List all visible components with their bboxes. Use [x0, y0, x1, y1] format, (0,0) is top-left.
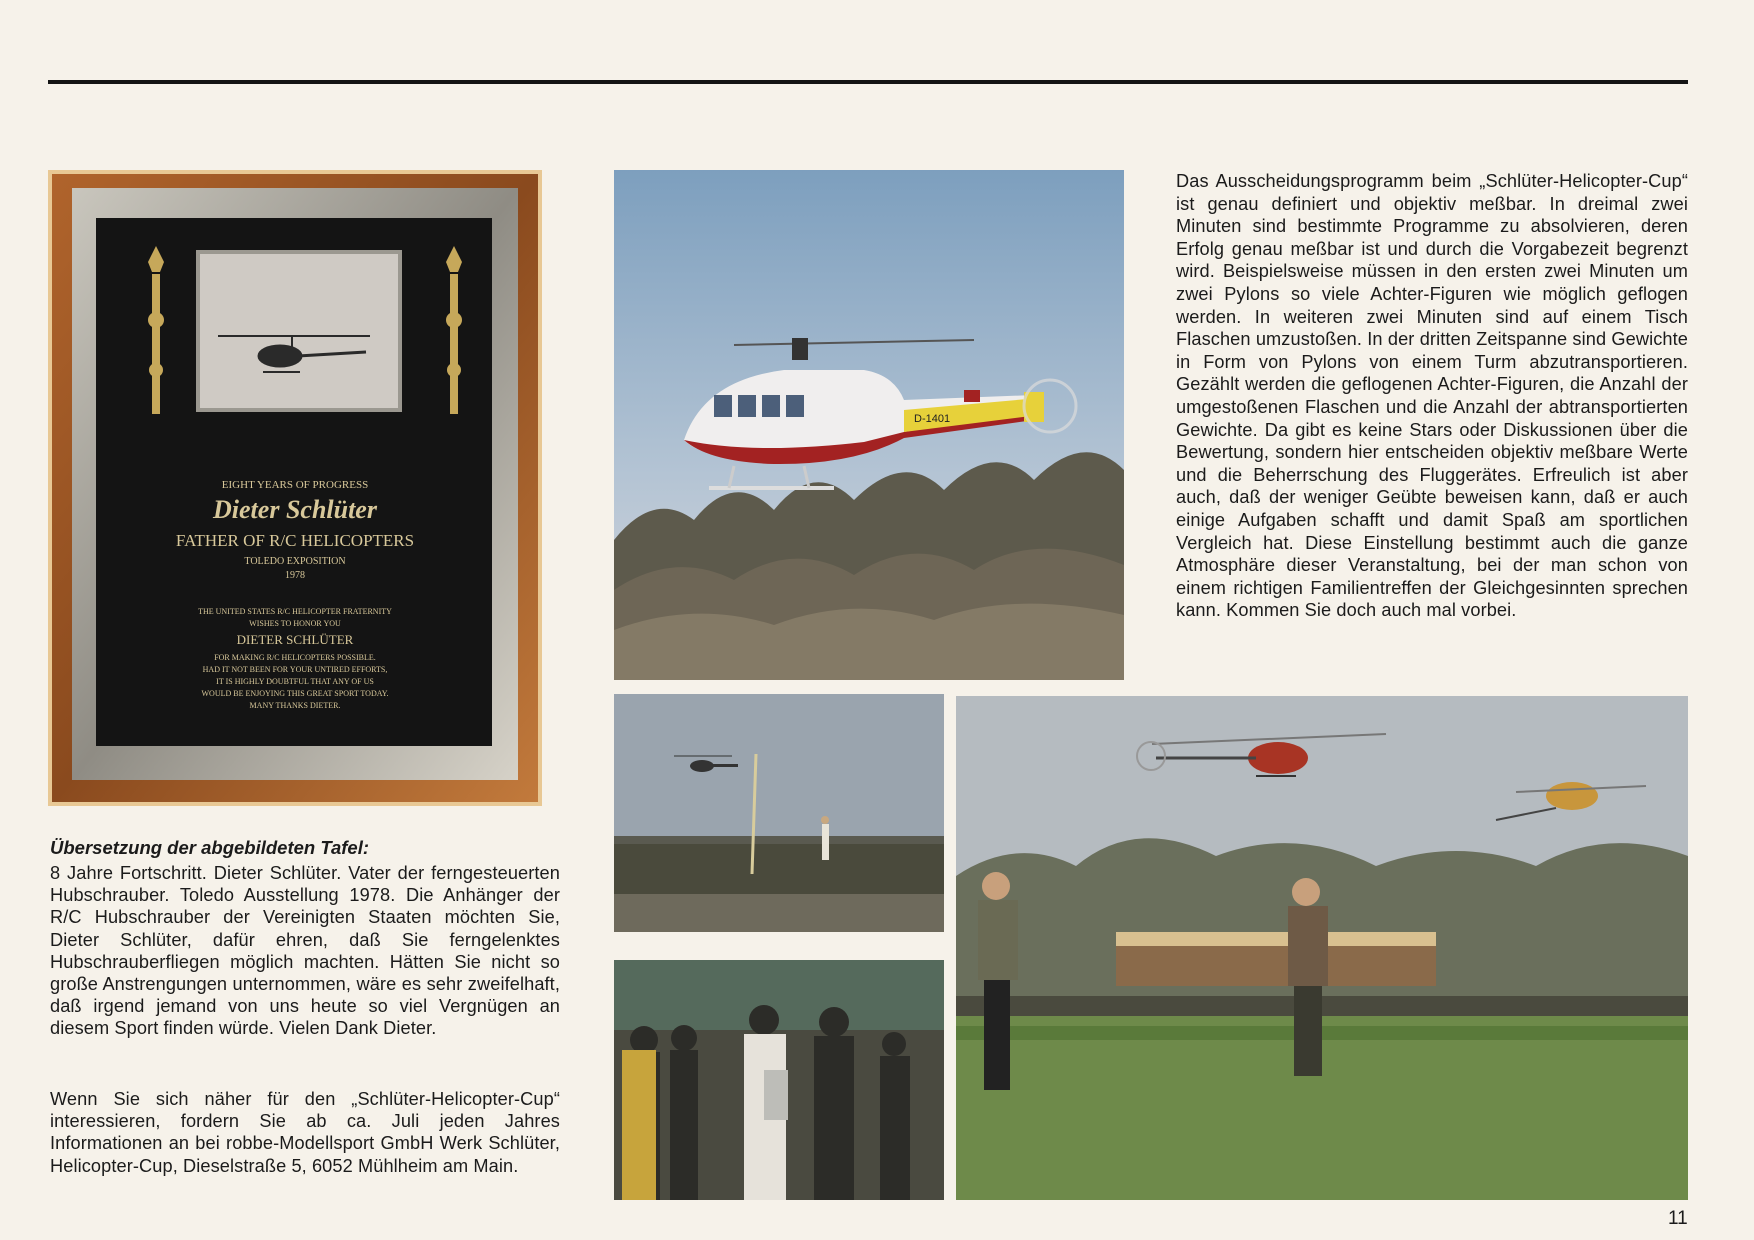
plaque-body-5: HAD IT NOT BEEN FOR YOUR UNTIRED EFFORTS,: [202, 665, 388, 674]
plaque-body-1: THE UNITED STATES R/C HELICOPTER FRATERNITY: [198, 607, 392, 616]
tafel-heading: Übersetzung der abgebildeten Tafel:: [50, 837, 369, 858]
top-rule: [48, 80, 1688, 84]
page-number: 11: [1668, 1208, 1688, 1229]
plaque-body-2: WISHES TO HONOR YOU: [249, 619, 341, 628]
plaque-body-6: IT IS HIGHLY DOUBTFUL THAT ANY OF US: [216, 677, 374, 686]
plaque-line-5: 1978: [285, 570, 305, 581]
plaque-body-8: MANY THANKS DIETER.: [249, 701, 341, 710]
plaque-body-7: WOULD BE ENJOYING THIS GREAT SPORT TODAY.: [201, 689, 389, 698]
plaque-line-3: FATHER OF R/C HELICOPTERS: [175, 531, 415, 550]
info-text: [50, 1088, 560, 1177]
plaque-line-4: TOLEDO EXPOSITION: [244, 556, 346, 567]
tafel-translation-paragraph: 8 Jahre Fortschritt. Dieter Schlüter. Vater der ferngesteuerten Hubschrauber. Toledo Ausstellung 1978. Die Anhänger der R/C Hubschrauber der Vereinigten Staaten möchten Sie, Dieter Schlüter, dafür ehren, daß Sie ferngelenktes Hubschrauberfliegen möglich machten. Hätten Sie nicht so große Anstrengungen unternommen, wäre es sehr zweifelhaft, daß irgend jemand von uns heute so viel Vergnügen an diesem Sport finden würde. Vielen Dank Dieter.: [50, 863, 560, 1039]
info-paragraph: Wenn Sie sich näher für den „Schlüter-Helicopter-Cup“ interessieren, fordern Sie ab ca. Juli jeden Jahres Informationen an bei robbe-Modellsport GmbH Werk Schlüter, Helicopter-Cup, Dieselstraße 5, 6052 Mühlheim am Main.: [50, 1089, 560, 1176]
tafel-translation-text: [50, 862, 560, 1040]
cup-description-text: [1176, 170, 1688, 622]
pylon-field-photo: [614, 694, 944, 932]
field-demonstration-photo: [956, 696, 1688, 1200]
helicopter-flight-photo: [614, 170, 1124, 680]
plaque-body-4: FOR MAKING R/C HELICOPTERS POSSIBLE.: [214, 653, 376, 662]
helicopter-registration: D-1401: [914, 413, 951, 425]
cup-description-paragraph: Das Ausscheidungsprogramm beim „Schlüter-Helicopter-Cup“ ist genau definiert und objektiv meßbar. In dreimal zwei Minuten sind bestimmte Programme zu absolvieren, deren Erfolg genau meßbar ist und durch die Vorgabezeit begrenzt wird. Beispielsweise müssen in den ersten zwei Minuten um zwei Pylons so viele Achter-Figuren wie möglich geflogen werden. In weiteren zwei Minuten sind auf einem Tisch Flaschen umzustoßen. In der dritten Zeitspanne sind Gewichte in Form von Pylons von einem Turm abzutransportieren. Gezählt werden die geflogenen Achter-Figuren, die Anzahl der umgestoßenen Flaschen und die Anzahl der abtransportierten Gewichte. Da gibt es keine Stars oder Diskussionen über die Bewertung, sondern hier entscheiden objektiv meßbare Werte und die Beherrschung des Fluggerätes. Erfreulich ist aber auch, daß der weniger Geübte beweisen kann, daß er auch einige Aufgaben schafft und damit Spaß am sportlichen Vergleich hat. Diese Einstellung bestimmt auch die ganze Atmosphäre dieser Veranstaltung, bei der man schon von einem richtigen Familientreffen der Gleichgesinnten sprechen kann. Kommen Sie doch auch mal vorbei.: [1176, 171, 1688, 621]
plaque-name-gothic: Dieter Schlüter: [213, 495, 377, 524]
award-ceremony-photo: [614, 960, 944, 1200]
plaque-photo: [48, 170, 542, 806]
plaque-line-1: EIGHT YEARS OF PROGRESS: [221, 479, 369, 491]
plaque-body-3: DIETER SCHLÜTER: [236, 632, 354, 647]
